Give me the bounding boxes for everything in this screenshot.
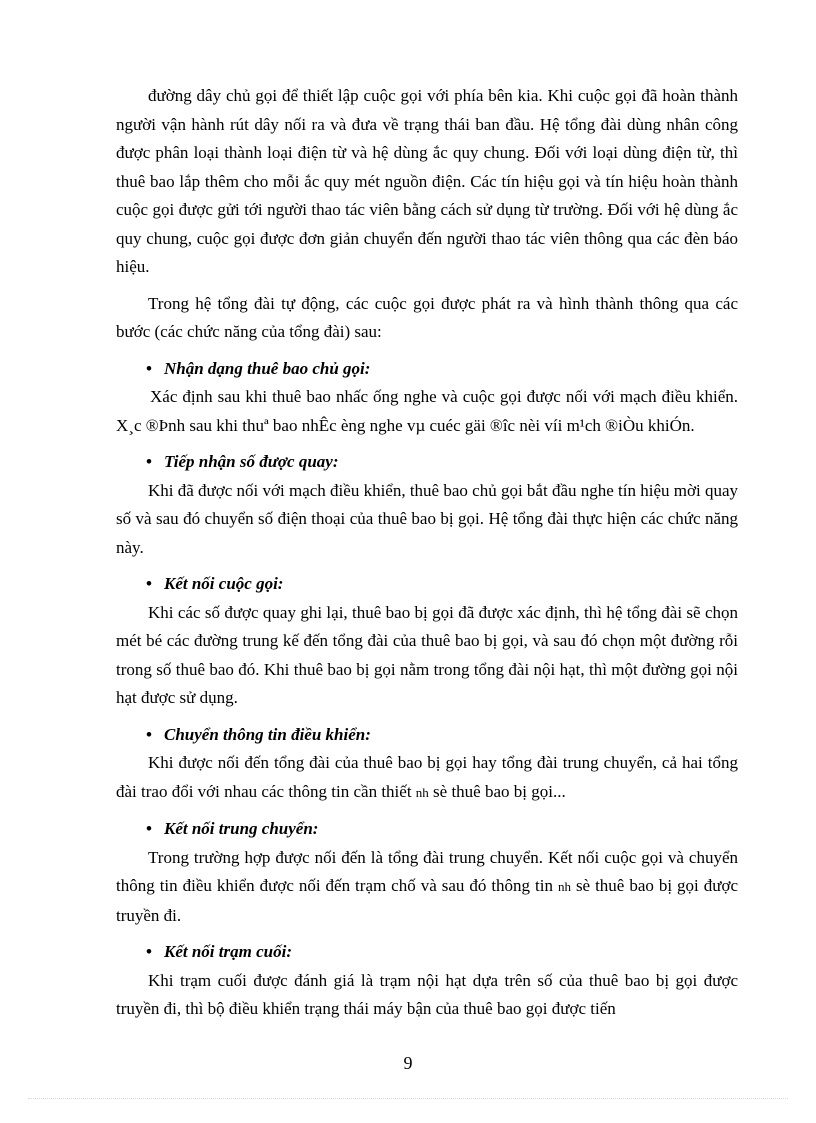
section-heading-text: Nhận dạng thuê bao chủ gọi:: [164, 358, 371, 378]
paragraph-text: Trong trường hợp được nối đến là tổng đài trung chuyển. Kết nối cuộc gọi và chuyển thông tin điều khiển được nối đến trạm chố và sau đó thông tin: [116, 847, 738, 895]
section-heading-text: Kết nối trạm cuối:: [164, 942, 292, 961]
section-paragraph: Khi các số được quay ghi lại, thuê bao bị gọi đã được xác định, thì hệ tổng đài sẽ chọn mét bé các đường trung kế đến tổng đài của thuê bao bị gọi, và sau đó chọn một đường rỗi trong số thuê bao đó. Khi thuê bao bị gọi nằm trong tổng đài nội hạt, thì một đường gọi nội hạt được sử dụng.: [116, 602, 738, 707]
bullet-icon: •: [146, 358, 152, 378]
page-bottom-divider: [28, 1098, 788, 1099]
section-heading: [116, 938, 738, 967]
paragraph-text: sè thuê bao bị gọi...: [428, 781, 566, 801]
section-paragraph: Khi đã được nối với mạch điều khiển, thuê bao chủ gọi bắt đầu nghe tín hiệu mời quay số và sau đó chuyển số điện thoại của thuê bao bị gọi. Hệ tổng đài thực hiện các chức năng này.: [116, 480, 738, 557]
section-heading: [116, 448, 738, 477]
bullet-icon: •: [146, 942, 152, 961]
paragraph-text: sè thuê bao bị gọi được truyền đi.: [116, 876, 738, 925]
section-heading-text: Tiếp nhận số được quay:: [164, 452, 339, 471]
bullet-icon: •: [146, 819, 152, 838]
section-heading: [116, 570, 738, 599]
section-heading-text: Kết nối trung chuyển:: [164, 819, 319, 838]
intro-paragraph: đường dây chủ gọi để thiết lập cuộc gọi với phía bên kia. Khi cuộc gọi đã hoàn thành người vận hành rút dây nối ra và đưa về trạng thái ban đầu. Hệ tổng đài dùng nhân công được phân loại thành loại điện từ và hệ dùng ắc quy chung. Đối với loại dùng điện từ, thì thuê bao lắp thêm cho mỗi ắc quy mét nguồn điện. Các tín hiệu gọi và tín hiệu hoàn thành cuộc gọi được gửi tới người thao tác viên bằng cách sử dụng từ trường. Đối với hệ dùng ắc quy chung, cuộc gọi được đơn giản chuyển đến người thao tác viên thông qua các đèn báo hiệu.: [116, 86, 738, 276]
page-body: [116, 82, 738, 1032]
section-heading-text: Kết nối cuộc gọi:: [164, 574, 284, 593]
bullet-icon: •: [146, 574, 152, 593]
section-paragraph: Xác định sau khi thuê bao nhấc ống nghe và cuộc gọi được nối với mạch điều khiển. X¸c ®Þnh sau khi thuª bao nhÊc èng nghe vµ cuéc gäi ®îc nèi víi m¹ch ®iÒu khiÓn.: [116, 387, 738, 435]
section-paragraph: [116, 749, 738, 807]
page-number: 9: [403, 1053, 413, 1073]
section-paragraph: Khi trạm cuối được đánh giá là trạm nội hạt dựa trên số của thuê bao bị gọi được truyền đi, thì bộ điều khiển trạng thái máy bận của thuê bao gọi được tiến: [116, 970, 738, 1018]
intro-paragraph: Trong hệ tổng đài tự động, các cuộc gọi được phát ra và hình thành thông qua các bước (các chức năng của tổng đài) sau:: [116, 293, 738, 341]
bullet-icon: •: [146, 452, 152, 471]
section-heading: [116, 815, 738, 844]
section-heading: [116, 355, 738, 384]
bullet-icon: •: [146, 724, 152, 744]
section-paragraph: [116, 844, 738, 931]
section-heading-text: Chuyển thông tin điều khiển:: [164, 724, 371, 744]
garbled-fragment: nh: [557, 879, 571, 894]
garbled-fragment: nh: [415, 784, 429, 800]
paragraph-text: Khi được nối đến tổng đài của thuê bao bị gọi hay tổng đài trung chuyển, cả hai tổng đài trao đổi với nhau các thông tin cần thiết: [116, 753, 738, 801]
section-heading: [116, 721, 738, 750]
